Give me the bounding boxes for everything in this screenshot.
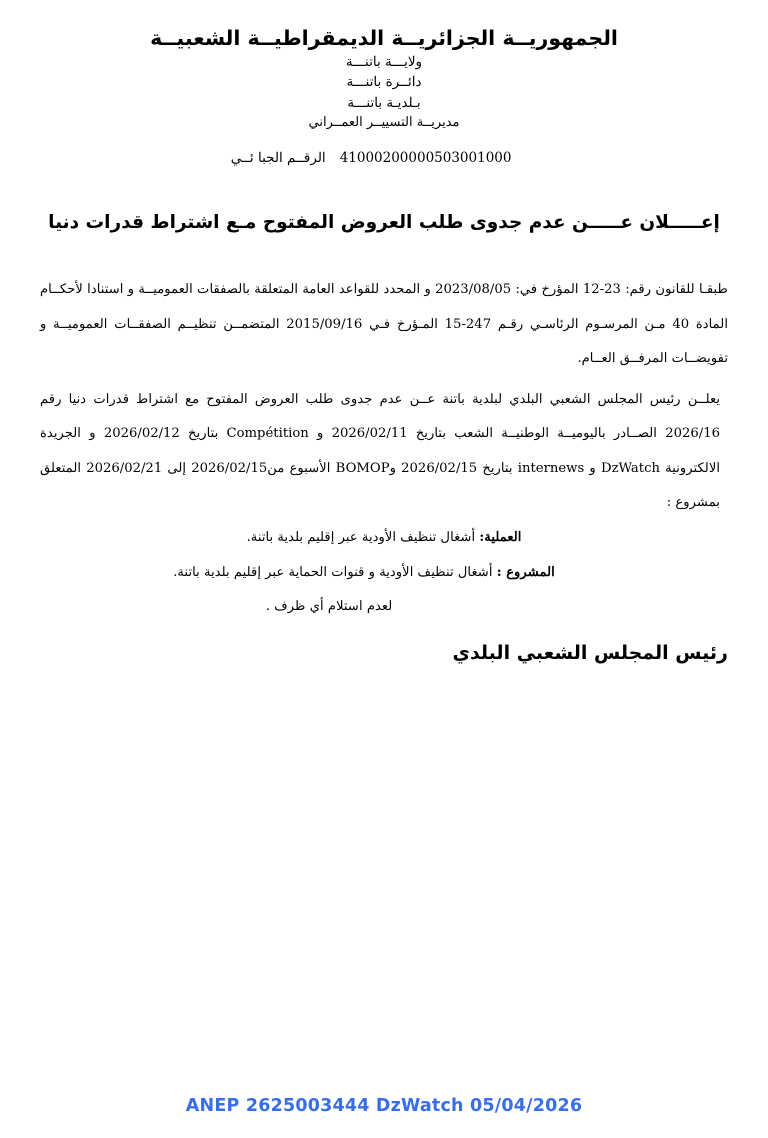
announcement-paragraph: يعلــن رئيس المجلس الشعبي البلدي لبلدية باتنة عــن عدم جدوى طلب العروض المفتوح مع اشتراط قدرات دنيا رقم 2026/16 الصــادر باليوميــة الوطنيــة الشعب بتاريخ 2026/02/11 و Compétition بتاريخ 2026/02/12 و الجريدة الالكترونية DzWatch و internews بتاريخ 2026/02/15 وBOMOP الأسبوع من2026/02/15 إلى 2026/02/21 المتعلق بمشروع : (40, 391, 720, 511)
fiscal-number-line (0, 134, 768, 182)
project-line (40, 556, 728, 591)
reason-line: لعدم استلام أي ظرف . (265, 599, 393, 615)
project-value: أشغال تنظيف الأودية و قنوات الحماية عبر إقليم بلدية باتنة. (173, 564, 493, 580)
page-title: إعـــــلان عـــــن عدم جدوى طلب العروض المفتوح مـع اشتراط قدرات دنيا (48, 211, 720, 233)
operation-line (40, 521, 728, 556)
fiscal-number-label: الرقــم الجبا ئــي (230, 149, 326, 166)
operation-value: أشغال تنظيف الأودية عبر إقليم بلدية باتنة. (246, 529, 476, 545)
fiscal-number-value: 41000200000503001000 (339, 149, 512, 166)
signature-title: رئيس المجلس الشعبي البلدي (452, 642, 728, 665)
legal-basis-paragraph: طبقـا للقانون رقم: 23-12 المؤرخ في: 2023/08/05 و المحدد للقواعد العامة المتعلقة بالصفقات العموميــة و استنادا لأحكــام المادة 40 مـن المرسـوم الرئاسـي رقـم 247-15 المـؤرخ فـي 2015/09/16 المتضمــن تنظيــم الصفقــات العموميــة و تفويضــات المرفــق العــام. (40, 281, 728, 367)
document-header (0, 0, 768, 182)
project-label: المشروع : (496, 564, 555, 580)
anep-footer: ANEP 2625003444 DzWatch 05/04/2026 (185, 1096, 583, 1116)
baladia-line: بـلديـة باتنـــة (347, 94, 421, 111)
operation-label: العملية: (479, 529, 522, 545)
direction-name-line: مديريــة التسييــر العمــراني (308, 115, 460, 131)
republic-heading: الجمهوريــة الجزائريــة الديمقراطيــة الشعبيــة (150, 26, 618, 50)
daira-line: دائــرة باتنـــة (346, 74, 422, 91)
document-body (0, 273, 768, 665)
wilaya-line: ولايـــة باتنـــة (345, 53, 423, 70)
